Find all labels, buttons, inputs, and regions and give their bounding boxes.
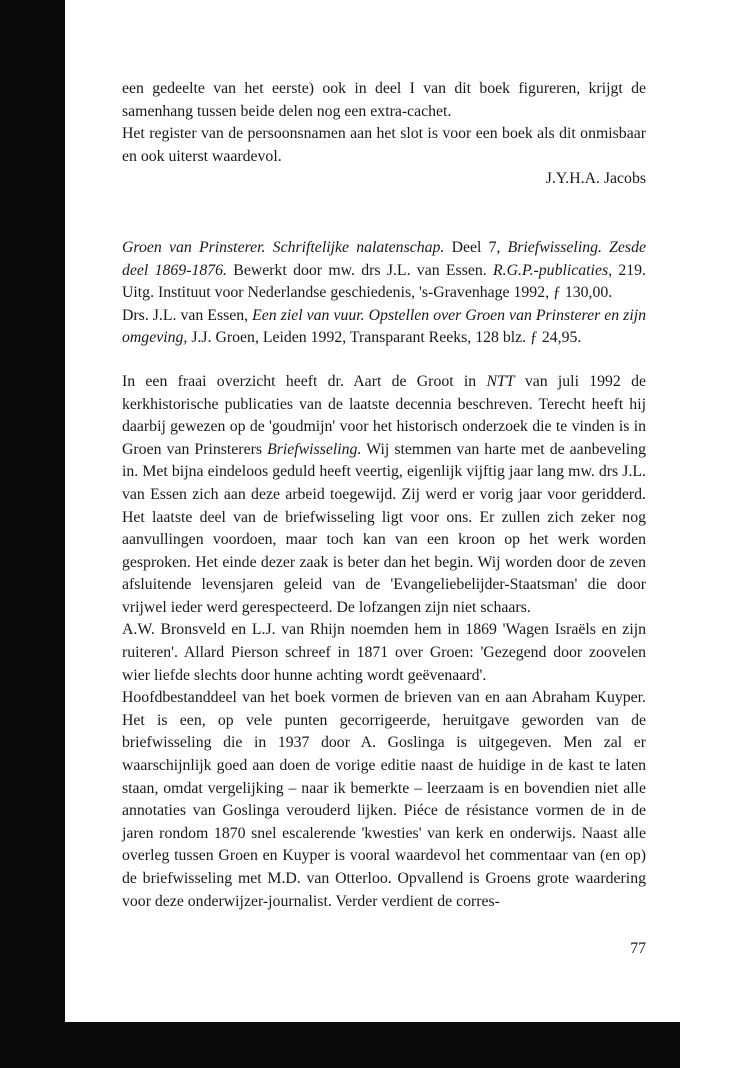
scan-left-border — [0, 0, 65, 1068]
review1-signature: J.Y.H.A. Jacobs — [545, 170, 646, 188]
review1-paragraph-2: Het register van de persoonsnamen aan het slot is voor een boek als dit onmisbaar en ook uiterst waardevol. — [122, 125, 646, 165]
scan-bottom-border — [0, 1022, 680, 1068]
bib1-publisher: 219. Uitg. Instituut voor Nederlandse geschiedenis, 's-Gravenhage 1992, ƒ 130,00. — [122, 261, 646, 302]
bib2-title: Een ziel van vuur. Opstellen over Groen van Prinsterer en zijn omgeving, — [122, 306, 646, 347]
bib2-publisher: J.J. Groen, Leiden 1992, Transparant Reeks, 128 blz. ƒ 24,95. — [187, 329, 582, 347]
bib1-subtitle: Briefwisseling. Zesde deel 1869-1876. — [122, 238, 646, 279]
bibliography-entry-1 — [122, 237, 646, 305]
review1-paragraph-1: een gedeelte van het eerste) ook in deel I van dit boek figureren, krijgt de samenhang tussen beide delen nog een extra-cachet. — [122, 80, 646, 120]
bib1-editor: Bewerkt door mw. drs J.L. van Essen. — [227, 261, 493, 279]
ntt-journal: NTT — [486, 372, 515, 390]
page-number: 77 — [630, 940, 646, 957]
bib1-series: R.G.P.-publicaties, — [493, 261, 613, 279]
review2-paragraph-2: A.W. Bronsveld en L.J. van Rhijn noemden hem in 1869 'Wagen Israëls en zijn ruiteren'. Allard Pierson schreef in 1871 over Groen: 'Gezegend door zoovelen wier liefde slechts door hunne achting wordt geëvenaard'. — [122, 621, 646, 684]
bibliography-entry-2 — [122, 305, 646, 350]
review2-paragraph-1: In een fraai overzicht heeft dr. Aart de Groot in NTT van juli 1992 de kerkhistorische publicaties van de laatste decennia beschreven. Terecht heeft hij daarbij gewezen op de 'goudmijn' voor het historisch onderzoek die te vinden is in Groen van Prinsterers Briefwisseling. Wij stemmen van harte met de aanbeveling in. Met bijna eindeloos geduld heeft veertig, eigenlijk vijftig jaar lang mw. drs J.L. van Essen zich aan deze arbeid toegewijd. Zij werd er vorig jaar voor geridderd. Het laatste deel van de briefwisseling ligt voor ons. Er zullen zich zeker nog aanvullingen voordoen, maar toch kan van een kroon op het werk worden gesproken. Het einde dezer zaak is beter dan het begin. Wij worden door de zeven afsluitende levensjaren geleid van de 'Evangeliebelijder-Staatsman' die door vrijwel ieder werd gerespecteerd. De lofzangen zijn niet schaars. — [122, 372, 646, 616]
bib2-author: Drs. J.L. van Essen, — [122, 306, 253, 324]
bib1-title: Groen van Prinsterer. Schriftelijke nalatenschap. — [122, 238, 445, 256]
review2-paragraph-3: Hoofdbestanddeel van het boek vormen de brieven van en aan Abraham Kuyper. Het is een, op vele punten gecorrigeerde, heruitgave geworden van de briefwisseling die in 1937 door A. Goslinga is uitgegeven. Men zal er waarschijnlijk goed aan doen de vorige editie naast de huidige in de kast te laten staan, omdat vergelijking – naar ik bemerkte – leerzaam is en bovendien niet alle annotaties van Goslinga verouderd lijken. Piéce de résistance vormen de in de jaren rondom 1870 snel escalerende 'kwesties' van kerk en onderwijs. Naast alle overleg tussen Groen en Kuyper is vooral waardevol het commentaar van (en op) de briefwisseling met M.D. van Otterloo. Opvallend is Groens grote waardering voor deze onderwijzer-journalist. Verder verdient de corres- — [122, 689, 646, 910]
bib1-deel: Deel 7, — [444, 238, 508, 256]
briefwisseling-title: Briefwisseling. — [267, 440, 362, 458]
page-body — [122, 78, 646, 913]
